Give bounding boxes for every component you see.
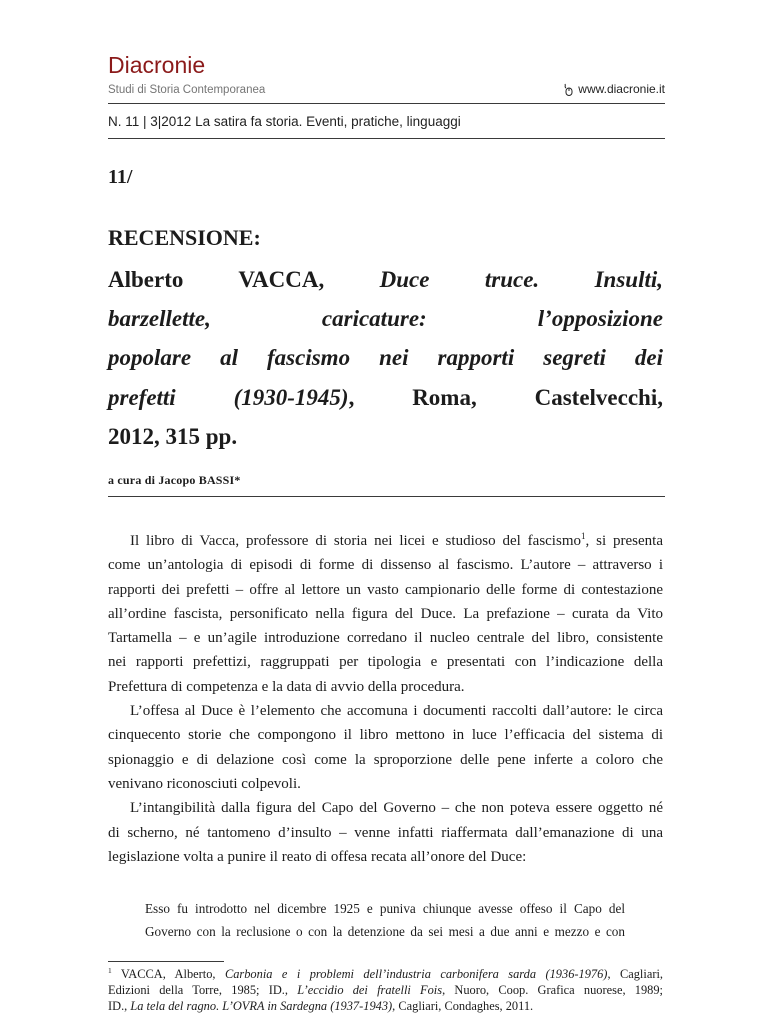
footnote-line <box>108 967 663 983</box>
italic-text: Carbonia e i problemi dell’industria carbonifera sarda (1936-1976) <box>224 967 608 981</box>
title-line <box>108 338 663 377</box>
roman-text: 2012, 315 pp. <box>108 423 238 449</box>
body-line: venivano riconosciuti colpevoli. <box>108 775 301 792</box>
body-line: L’offesa al Duce è l’elemento che accomuna i documenti raccolti dall’autore: le circa <box>130 703 663 720</box>
block-quote <box>145 897 625 943</box>
roman-text: , Cagliari, Condaghes, 2011. <box>392 998 534 1013</box>
footnote-marker: 1 <box>108 965 112 975</box>
italic-text: barzellette, caricature: l’opposizione <box>108 306 663 332</box>
website-url[interactable]: www.diacronie.it <box>578 82 665 96</box>
roman-text: Alberto VACCA, <box>108 267 380 292</box>
footnote-line <box>108 999 663 1015</box>
article-number: 11/ <box>108 166 133 188</box>
body-line: come un’antologia di episodi di forme di dissenso al fascismo. L’autore – attraverso i <box>108 557 663 574</box>
journal-subtitle: Studi di Storia Contemporanea <box>108 84 266 96</box>
body-line: di scherno, né tantomeno d’insulto – venne infatti riaffermata dall’emanazione di una <box>108 824 663 841</box>
footnote-rule <box>108 961 224 962</box>
body-line: Tartamella – e un’agile introduzione corredano il nucleo centrale del libro, consistente <box>108 630 663 647</box>
body-line <box>108 529 663 553</box>
title-line <box>108 299 663 338</box>
body-line: Prefettura di competenza e la data di avvio della procedura. <box>108 678 465 695</box>
footnote-marker: 1 <box>581 531 586 541</box>
byline-rule <box>108 496 665 497</box>
title-line <box>108 378 663 417</box>
body-line: L’intangibilità dalla figura del Capo del Governo – che non poteva essere oggetto né <box>130 800 663 817</box>
roman-text: VACCA, Alberto, <box>111 967 225 981</box>
body-line: spionaggio e di delazione così come la sproporzione delle pene inferte a coloro che <box>108 751 663 768</box>
italic-text: L’eccidio dei fratelli Fois <box>297 982 443 997</box>
body-paragraph <box>108 529 663 699</box>
issue-rule <box>108 138 665 139</box>
footnote-line <box>108 983 663 999</box>
article-kind: RECENSIONE: <box>108 225 261 250</box>
quote-line: Esso fu introdotto nel dicembre 1925 e puniva chiunque avesse offeso il Capo del <box>145 901 625 916</box>
quote-line: Governo con la reclusione o con la detenzione da sei mesi a due anni e mezzo e con <box>145 924 625 939</box>
roman-text: Edizioni della Torre, 1985; ID., <box>108 982 298 997</box>
body-paragraph <box>108 796 663 869</box>
byline: a cura di Jacopo BASSI* <box>108 473 241 487</box>
review-title <box>108 260 663 456</box>
journal-title: Diacronie <box>108 52 206 78</box>
roman-text: , Nuoro, Coop. Grafica nuorese, 1989; <box>442 982 663 997</box>
article-body <box>108 529 663 869</box>
italic-text: La tela del ragno. L’OVRA in Sardegna (1937-1943) <box>130 998 393 1013</box>
title-line <box>108 417 663 456</box>
mouse-icon <box>563 83 574 96</box>
issue-line: N. 11 | 3|2012 La satira fa storia. Eventi, pratiche, linguaggi <box>108 114 461 129</box>
roman-text: , Cagliari, <box>607 967 663 981</box>
title-line <box>108 260 663 299</box>
body-line: all’ordine fascista, personificato nella figura del Duce. La prefazione – curata da Vito <box>108 605 663 622</box>
roman-text: , si presenta <box>585 533 663 549</box>
body-line: nei rapporti prefettizi, raggruppati per tipologia e presentati con l’indicazione della <box>108 654 663 671</box>
body-line: legislazione volta a punire il reato di offesa recata all’onore del Duce: <box>108 848 527 865</box>
roman-text: ID., <box>108 998 131 1013</box>
body-line: rapporti dei prefetti – offre al lettore un vasto campionario delle forme di contestazione <box>108 581 663 598</box>
roman-text: Il libro di Vacca, professore di storia nei licei e studioso del fascismo <box>130 533 581 549</box>
italic-text: prefetti (1930-1945) <box>108 384 349 410</box>
header-rule <box>108 103 665 104</box>
roman-text: , Roma, Castelvecchi, <box>348 384 663 410</box>
italic-text: Duce truce. Insulti, <box>379 267 663 292</box>
body-line: cinquecento storie che compongono il libro mettono in luce l’efficacia del sistema di <box>108 727 663 744</box>
italic-text: popolare al fascismo nei rapporti segreti dei <box>108 345 663 371</box>
website-link[interactable] <box>563 81 665 97</box>
body-paragraph <box>108 699 663 796</box>
footnote <box>108 967 663 1014</box>
